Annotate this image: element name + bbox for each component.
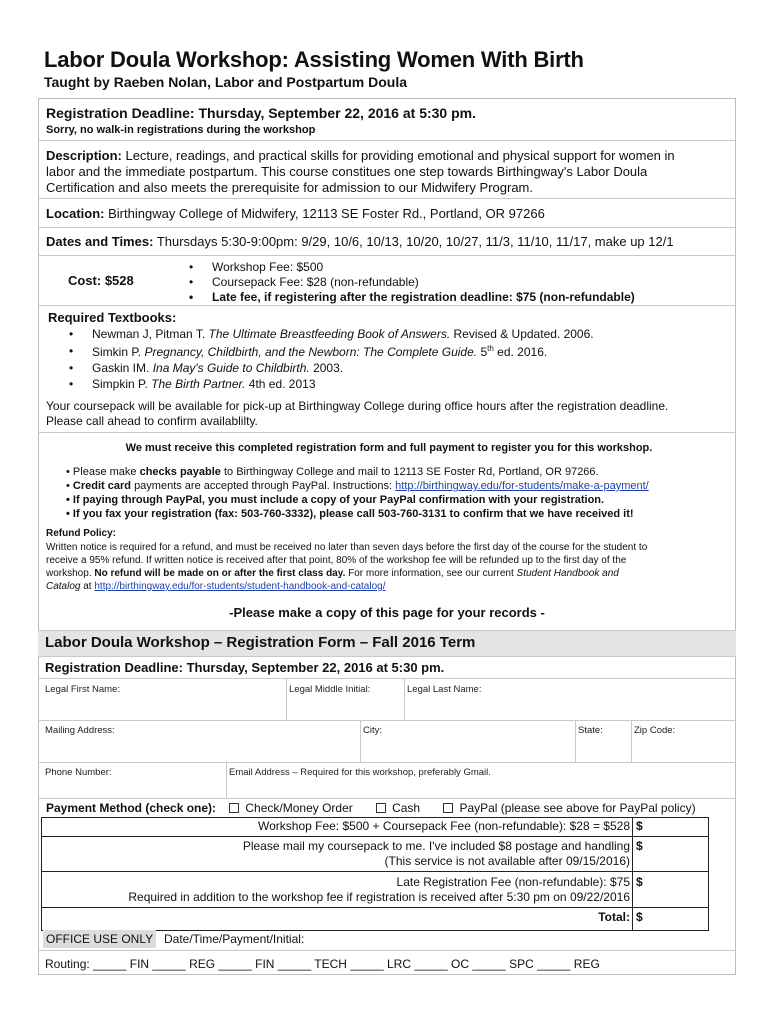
- description: [46, 148, 732, 196]
- divider: [38, 140, 736, 141]
- fee-row-divider: [41, 836, 708, 837]
- paypal-note: • If paying through PayPal, you must include a copy of your PayPal confirmation with your registration.: [66, 494, 605, 506]
- cell-divider: [404, 678, 405, 720]
- handbook-link[interactable]: http://birthingway.edu/for-students/student-handbook-and-catalog/: [94, 581, 386, 592]
- divider: [38, 255, 736, 256]
- location-value: Birthingway College of Midwifery, 12113 SE Foster Rd., Portland, OR 97266: [108, 206, 545, 221]
- divider: [38, 798, 736, 799]
- late-fee-line: Late Registration Fee (non-refundable): $75 Required in addition to the workshop fee if registration is received after 5:30 pm on 09/22/2016: [128, 875, 630, 904]
- fee-row-divider: [41, 871, 708, 872]
- fax-note: • If you fax your registration (fax: 503-760-3332), please call 503-760-3131 to confirm that we have received it!: [66, 508, 634, 520]
- copy-note: -Please make a copy of this page for your records -: [229, 605, 545, 620]
- check-money-order-checkbox[interactable]: [229, 803, 239, 813]
- cell-divider: [575, 720, 576, 762]
- fee-line: Workshop Fee: $500 + Coursepack Fee (non-refundable): $28 = $528: [257, 819, 630, 833]
- form-deadline: Registration Deadline: Thursday, September 22, 2016 at 5:30 pm.: [45, 660, 445, 675]
- zip-code-field[interactable]: Zip Code:: [634, 725, 676, 736]
- middle-initial-field[interactable]: Legal Middle Initial:: [289, 684, 371, 695]
- fee-amount[interactable]: $: [636, 819, 643, 833]
- payment-link[interactable]: http://birthingway.edu/for-students/make-a-payment/: [395, 480, 649, 492]
- email-field[interactable]: Email Address – Required for this workshop, preferably Gmail.: [229, 767, 491, 778]
- divider: [38, 198, 736, 199]
- cell-divider: [286, 678, 287, 720]
- cell-divider: [631, 720, 632, 762]
- office-use-label: OFFICE USE ONLY: [43, 930, 156, 948]
- payment-method-label: Payment Method (check one):: [46, 801, 217, 815]
- cell-divider: [360, 720, 361, 762]
- description-label: Description:: [46, 148, 122, 163]
- office-fields: Date/Time/Payment/Initial:: [164, 932, 305, 946]
- divider: [38, 305, 736, 306]
- credit-card-note: • Credit card payments are accepted through PayPal. Instructions: http://birthingway.edu/for-students/make-a-payment/: [66, 480, 649, 492]
- paypal-checkbox[interactable]: [443, 803, 453, 813]
- late-amount[interactable]: $: [636, 875, 643, 889]
- dates-label: Dates and Times:: [46, 234, 154, 249]
- divider: [38, 432, 736, 433]
- textbooks-heading: Required Textbooks:: [48, 310, 177, 325]
- mail-coursepack-line: Please mail my coursepack to me. I've included $8 postage and handling (This service is not available after 09/15/2016): [242, 839, 630, 868]
- dates-times: [46, 234, 674, 249]
- first-name-field[interactable]: Legal First Name:: [45, 684, 120, 695]
- registration-deadline: Registration Deadline: Thursday, September 22, 2016 at 5:30 pm.: [46, 105, 476, 121]
- fee-row-divider: [41, 907, 708, 908]
- location: [46, 206, 545, 221]
- city-field[interactable]: City:: [363, 725, 382, 736]
- divider: [38, 656, 736, 657]
- location-label: Location:: [46, 206, 105, 221]
- page-title: Labor Doula Workshop: Assisting Women With Birth: [44, 47, 584, 72]
- description-line: Certification and also meets the prerequisite for admission to our Midwifery Program.: [46, 180, 533, 195]
- walkin-note: Sorry, no walk-in registrations during the workshop: [46, 124, 316, 136]
- dates-value: Thursdays 5:30-9:00pm: 9/29, 10/6, 10/13, 10/20, 10/27, 11/3, 11/10, 11/17, make up 12/1: [156, 234, 674, 249]
- mailing-address-field[interactable]: Mailing Address:: [45, 725, 115, 736]
- paypal-option-label: PayPal (please see above for PayPal policy): [459, 801, 696, 815]
- refund-policy: Written notice is required for a refund, and must be received no later than seven days before the first day of the course for the student to receive a 95% refund. If written notice is received after that point, 80% of the workshop fee will be refunded up to the first day of the workshop. No refund will be made on or after the first class day. For more information, see our current Student Handbook and Catalog at http://birthingway.edu/for-students/student-handbook-and-catalog/: [46, 542, 648, 592]
- state-field[interactable]: State:: [578, 725, 603, 736]
- last-name-field[interactable]: Legal Last Name:: [407, 684, 482, 695]
- coursepack-note: Your coursepack will be available for pick-up at Birthingway College during office hours after the registration deadline. Please call ahead to confirm availablilty.: [46, 399, 669, 428]
- divider: [38, 678, 736, 679]
- payment-method-row: [46, 801, 696, 815]
- cost-label: Cost: $528: [68, 273, 134, 288]
- must-receive-note: We must receive this completed registration form and full payment to register you for this workshop.: [125, 442, 653, 454]
- fee-table-divider: [632, 817, 633, 930]
- divider: [38, 762, 736, 763]
- description-line: Lecture, readings, and practical skills for providing emotional and physical support for women in: [125, 148, 675, 163]
- refund-heading: Refund Policy:: [46, 528, 117, 539]
- page-subtitle: Taught by Raeben Nolan, Labor and Postpartum Doula: [44, 74, 407, 90]
- description-line: labor and the immediate postpartum. This course constitues one step towards Birthingway's Labor Doula: [46, 164, 648, 179]
- cash-checkbox[interactable]: [376, 803, 386, 813]
- phone-field[interactable]: Phone Number:: [45, 767, 112, 778]
- total-amount[interactable]: $: [636, 910, 643, 924]
- divider: [38, 950, 736, 951]
- mail-amount[interactable]: $: [636, 839, 643, 853]
- cell-divider: [226, 762, 227, 798]
- form-title: Labor Doula Workshop – Registration Form – Fall 2016 Term: [45, 634, 476, 651]
- divider: [38, 227, 736, 228]
- total-label: Total:: [598, 910, 630, 924]
- check-option-label: Check/Money Order: [245, 801, 353, 815]
- routing-line: Routing: _____ FIN _____ REG _____ FIN _____ TECH _____ LRC _____ OC _____ SPC _____ REG: [45, 957, 600, 971]
- cash-option-label: Cash: [392, 801, 421, 815]
- checks-note: • Please make checks payable to Birthingway College and mail to 12113 SE Foster Rd, Portland, OR 97266.: [66, 466, 599, 478]
